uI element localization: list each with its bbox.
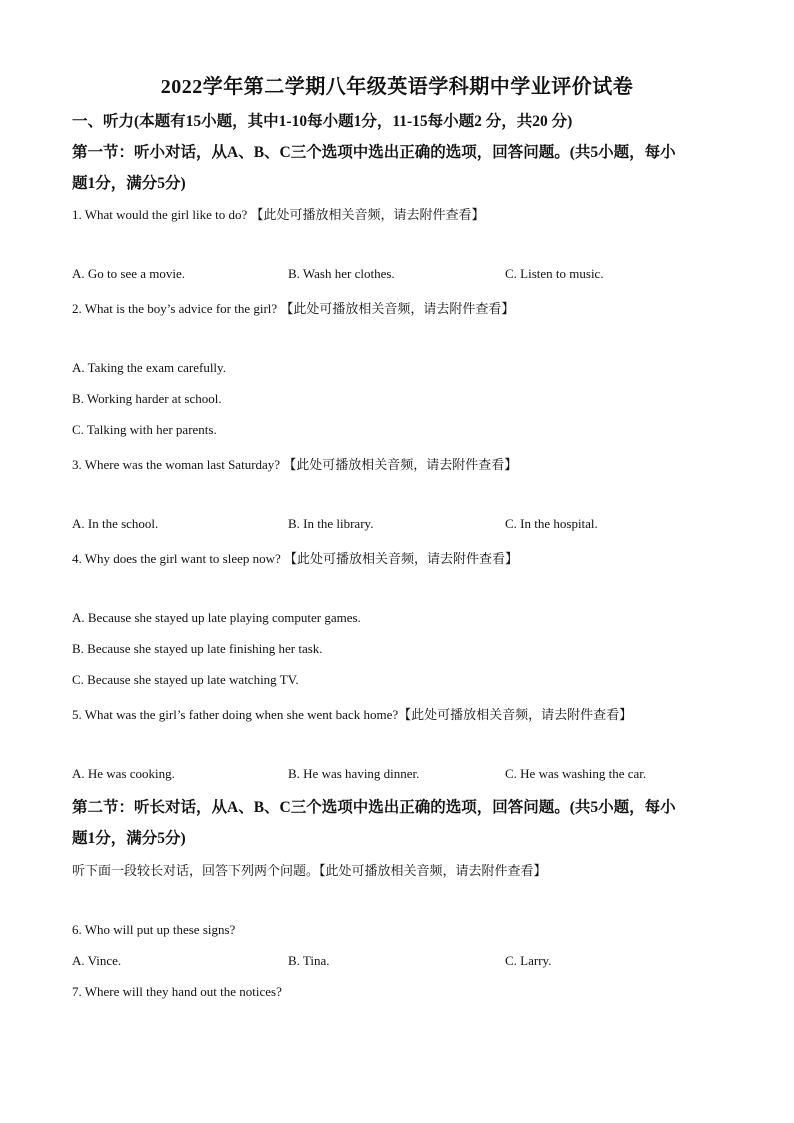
part1-instruction-line1: 第一节：听小对话，从A、B、C三个选项中选出正确的选项，回答问题。(共5小题，每小 xyxy=(72,144,676,161)
option-b: B. In the library. xyxy=(288,516,374,531)
option-a: A. In the school. xyxy=(72,516,159,531)
question-1: 1. What would the girl like to do? 【此处可播放相关音频，请去附件查看】 xyxy=(72,207,485,222)
part1-instruction-line2: 题1分，满分5分) xyxy=(72,175,186,192)
option-b: B. Tina. xyxy=(288,953,330,968)
section-heading-listening: 一、听力(本题有15小题，其中1-10每小题1分，11-15每小题2 分，共20 分) xyxy=(72,113,573,130)
question-7: 7. Where will they hand out the notices? xyxy=(72,984,282,999)
question-6: 6. Who will put up these signs? xyxy=(72,922,236,937)
option-b: B. He was having dinner. xyxy=(288,766,420,781)
option-a: A. Taking the exam carefully. xyxy=(72,360,226,375)
option-b: B. Because she stayed up late finishing her task. xyxy=(72,641,323,656)
option-c: C. In the hospital. xyxy=(505,516,598,531)
option-c: C. Larry. xyxy=(505,953,552,968)
option-a: A. Vince. xyxy=(72,953,122,968)
option-b: B. Working harder at school. xyxy=(72,391,222,406)
option-a: A. Go to see a movie. xyxy=(72,266,186,281)
part2-intro: 听下面一段较长对话，回答下列两个问题。【此处可播放相关音频，请去附件查看】 xyxy=(72,863,547,878)
option-a: A. Because she stayed up late playing computer games. xyxy=(72,610,361,625)
option-c: C. Talking with her parents. xyxy=(72,422,217,437)
part2-instruction-line1: 第二节：听长对话，从A、B、C三个选项中选出正确的选项，回答问题。(共5小题，每小 xyxy=(72,799,676,816)
question-5: 5. What was the girl’s father doing when she went back home?【此处可播放相关音频，请去附件查看】 xyxy=(72,707,633,722)
option-c: C. He was washing the car. xyxy=(505,766,647,781)
question-4: 4. Why does the girl want to sleep now? 【此处可播放相关音频，请去附件查看】 xyxy=(72,551,519,566)
question-2: 2. What is the boy’s advice for the girl? 【此处可播放相关音频，请去附件查看】 xyxy=(72,301,515,316)
page-title: 2022学年第二学期八年级英语学科期中学业评价试卷 xyxy=(160,76,634,98)
option-b: B. Wash her clothes. xyxy=(288,266,395,281)
part2-instruction-line2: 题1分，满分5分) xyxy=(72,830,186,847)
option-a: A. He was cooking. xyxy=(72,766,175,781)
option-c: C. Because she stayed up late watching TV. xyxy=(72,672,299,687)
option-c: C. Listen to music. xyxy=(505,266,604,281)
question-3: 3. Where was the woman last Saturday? 【此处可播放相关音频，请去附件查看】 xyxy=(72,457,518,472)
